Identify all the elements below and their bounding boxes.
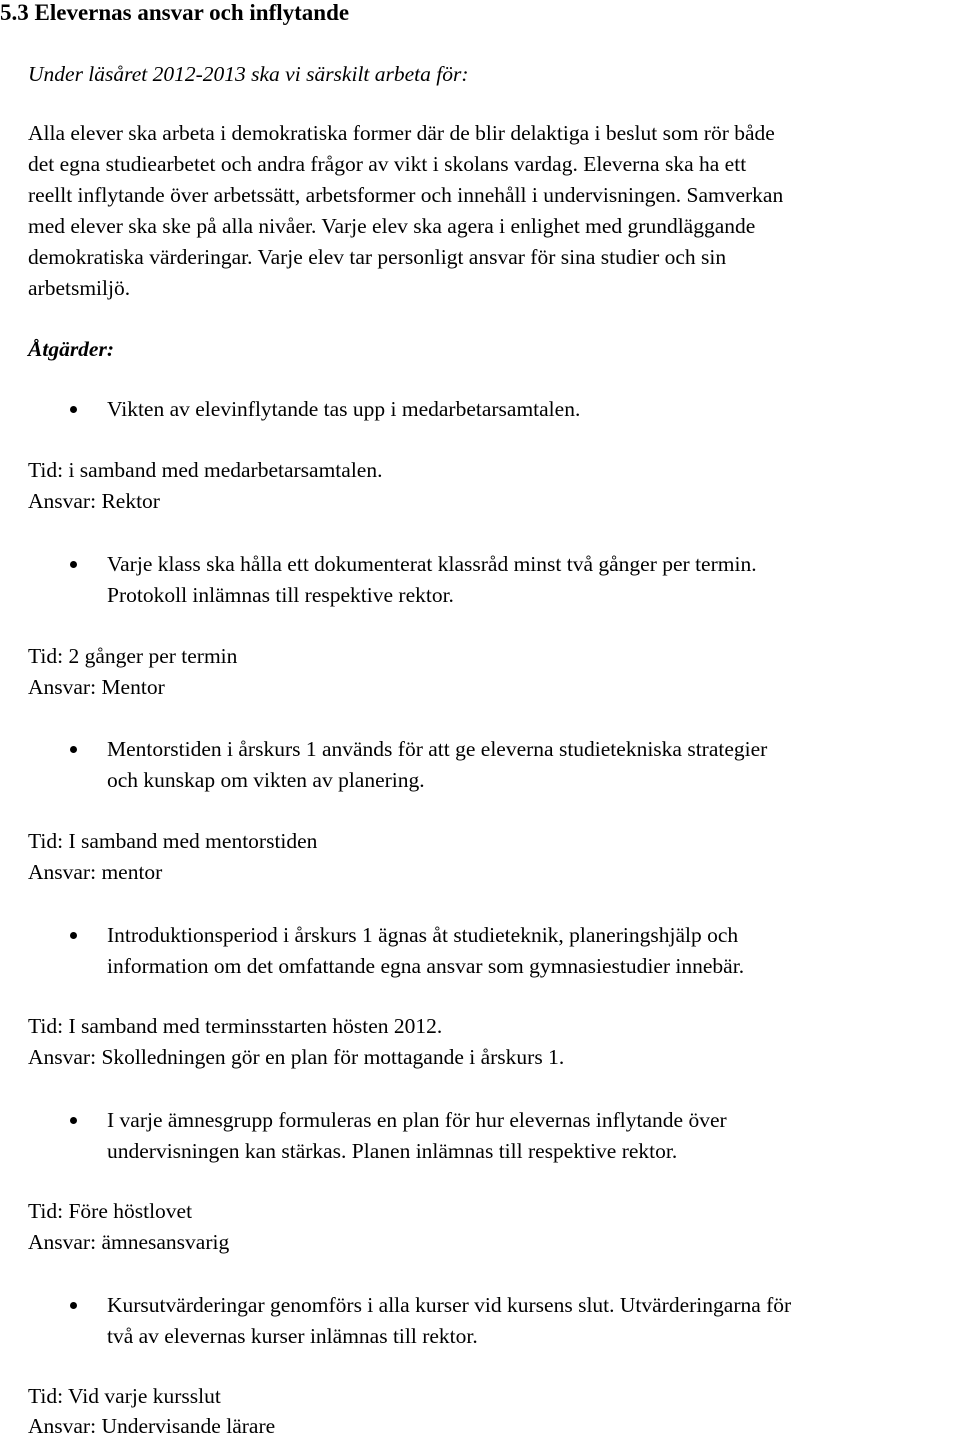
action-line: Kursutvärderingar genomförs i alla kurser vid kursens slut. Utvärderingarna för (107, 1293, 792, 1317)
section-heading: 5.3 Elevernas ansvar och inflytande (0, 0, 350, 25)
action-line: och kunskap om vikten av planering. (107, 768, 425, 792)
action-text (107, 1290, 957, 1352)
action-ansvar: Ansvar: mentor (28, 860, 163, 884)
action-line: Protokoll inlämnas till respektive rektor. (107, 583, 454, 607)
action-tid: Tid: 2 gånger per termin (28, 644, 238, 668)
intro-line: det egna studiearbetet och andra frågor av vikt i skolans vardag. Eleverna ska ha ett (28, 152, 747, 176)
action-ansvar: Ansvar: Skolledningen gör en plan för mottagande i årskurs 1. (28, 1045, 565, 1069)
intro-line: reellt inflytande över arbetssätt, arbetsformer och innehåll i undervisningen. Samverkan (28, 183, 784, 207)
action-tid: Tid: I samband med mentorstiden (28, 829, 318, 853)
action-text (107, 734, 957, 796)
action-line: Varje klass ska hålla ett dokumenterat klassråd minst två gånger per termin. (107, 552, 757, 576)
action-ansvar: Ansvar: Undervisande lärare (28, 1414, 276, 1438)
bullet-icon (70, 746, 77, 753)
action-text (107, 549, 957, 611)
bullet-icon (70, 932, 77, 939)
action-line: Introduktionsperiod i årskurs 1 ägnas åt studieteknik, planeringshjälp och (107, 923, 739, 947)
action-ansvar: Ansvar: Mentor (28, 675, 165, 699)
bullet-icon (70, 406, 77, 413)
action-text (107, 920, 957, 982)
intro-line: demokratiska värderingar. Varje elev tar personligt ansvar för sina studier och sin (28, 245, 727, 269)
action-tid: Tid: Före höstlovet (28, 1199, 193, 1223)
action-text (107, 394, 957, 425)
action-tid: Tid: I samband med terminsstarten hösten 2012. (28, 1014, 443, 1038)
action-line: två av elevernas kurser inlämnas till rektor. (107, 1324, 478, 1348)
bullet-icon (70, 561, 77, 568)
action-ansvar: Ansvar: ämnesansvarig (28, 1230, 230, 1254)
action-line: information om det omfattande egna ansvar som gymnasiestudier innebär. (107, 954, 745, 978)
intro-paragraph (28, 118, 958, 304)
action-tid: Tid: Vid varje kursslut (28, 1384, 221, 1408)
intro-line: med elever ska ske på alla nivåer. Varje elev ska agera i enlighet med grundläggande (28, 214, 756, 238)
bullet-icon (70, 1302, 77, 1309)
intro-line: arbetsmiljö. (28, 276, 131, 300)
action-line: Mentorstiden i årskurs 1 används för att ge eleverna studietekniska strategier (107, 737, 768, 761)
action-line: Vikten av elevinflytande tas upp i medarbetarsamtalen. (107, 397, 581, 421)
section-subtitle: Under läsåret 2012-2013 ska vi särskilt arbeta för: (28, 62, 469, 86)
action-tid: Tid: i samband med medarbetarsamtalen. (28, 458, 383, 482)
action-text (107, 1105, 957, 1167)
action-ansvar: Ansvar: Rektor (28, 489, 160, 513)
intro-line: Alla elever ska arbeta i demokratiska former där de blir delaktiga i beslut som rör både (28, 121, 775, 145)
action-line: I varje ämnesgrupp formuleras en plan för hur elevernas inflytande över (107, 1108, 727, 1132)
actions-heading: Åtgärder: (28, 337, 114, 361)
bullet-icon (70, 1117, 77, 1124)
action-line: undervisningen kan stärkas. Planen inlämnas till respektive rektor. (107, 1139, 678, 1163)
